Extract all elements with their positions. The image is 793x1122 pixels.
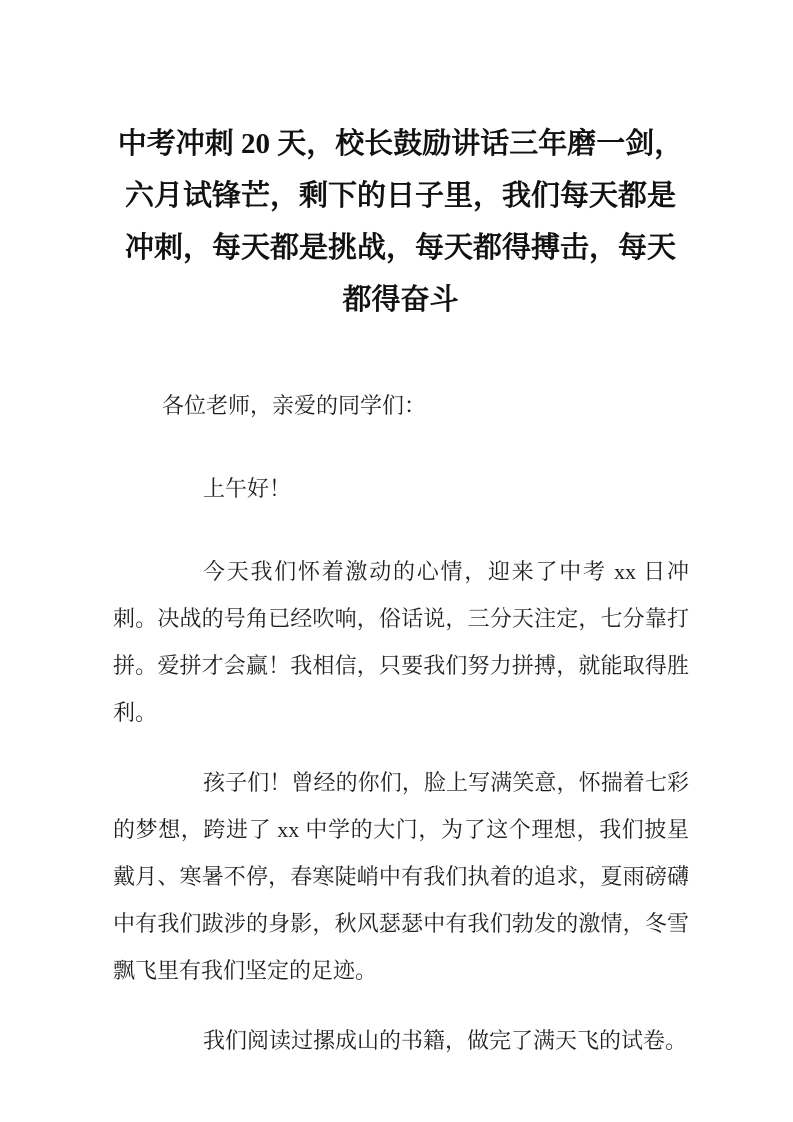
title-line-1: 中考冲刺 20 天，校长鼓励讲话三年磨一剑，	[117, 128, 684, 160]
title-line-2: 六月试锋芒，剩下的日子里，我们每天都是	[124, 180, 676, 212]
title-line-3: 冲刺，每天都是挑战，每天都得搏击，每天	[124, 232, 676, 264]
paragraph-greeting: 各位老师，亲爱的同学们：	[162, 393, 427, 418]
paragraph-salutation: 上午好！	[203, 476, 292, 501]
title-line-4: 都得奋斗	[342, 284, 459, 316]
paragraph-body-2: 孩子们！曾经的你们，脸上写满笑意，怀揣着七彩的梦想，跨进了 xx 中学的大门，为了这个理想，我们披星戴月、寒暑不停，春寒陡峭中有我们执着的追求，夏雨磅礴中有我们跋涉的身影，秋风瑟瑟中有我们勃发的激情，冬雪飘飞里有我们坚定的足迹。	[113, 770, 689, 983]
document-body	[0, 382, 793, 1064]
paragraph-body-3: 我们阅读过摞成山的书籍，做完了满天飞的试卷。	[203, 1028, 688, 1053]
paragraph-body-1: 今天我们怀着激动的心情，迎来了中考 xx 日冲刺。决战的号角已经吹响，俗话说，三分天注定，七分靠打拼。爱拼才会赢！我相信，只要我们努力拼搏，就能取得胜利。	[113, 559, 689, 725]
document-title	[0, 118, 793, 326]
